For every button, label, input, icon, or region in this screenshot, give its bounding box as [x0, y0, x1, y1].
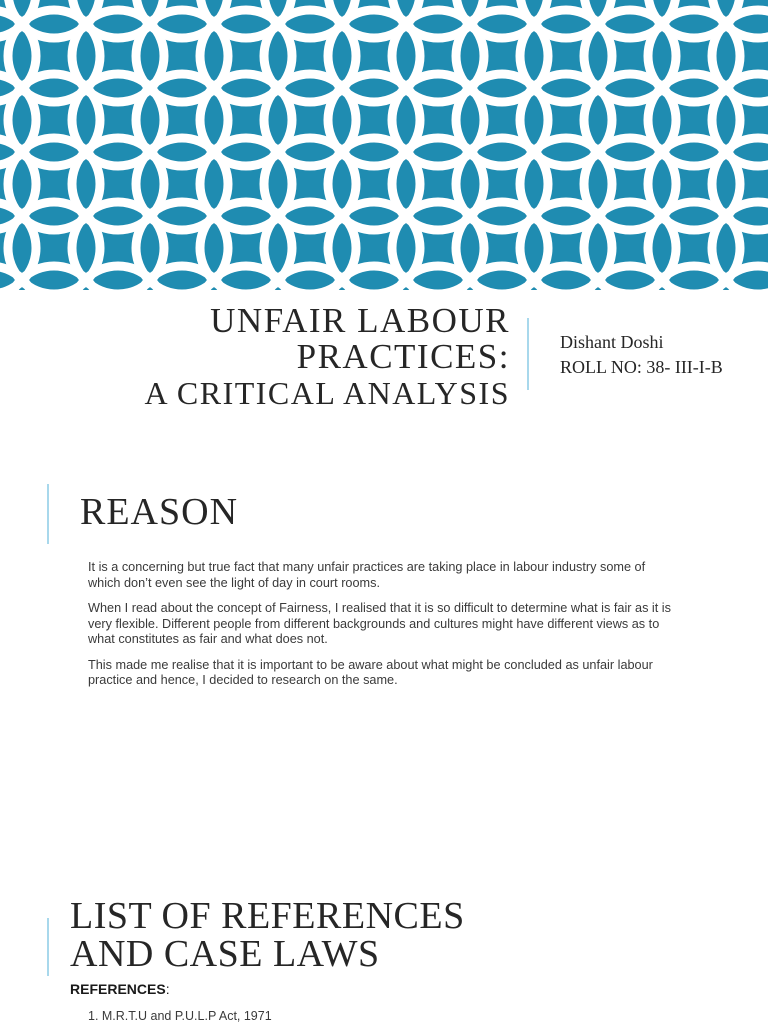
references-label [70, 981, 170, 997]
references-accent-bar [47, 918, 49, 976]
references-slide [0, 880, 768, 1024]
reason-accent-bar [47, 484, 49, 544]
title-line-1: UNFAIR LABOUR [210, 301, 510, 340]
author-info [560, 330, 723, 380]
references-heading [70, 897, 465, 973]
reason-heading: REASON [80, 491, 239, 533]
reason-paragraph-1: It is a concerning but true fact that many unfair practices are taking place in labour industry some of which don’t even see the light of day in court rooms. [88, 560, 646, 590]
interlocking-circles-pattern [0, 0, 768, 290]
reason-paragraph-3: This made me realise that it is important to be aware about what might be concluded as unfair labour practice and hence, I decided to research on the same. [88, 657, 653, 687]
title-divider-bar [527, 318, 529, 390]
reason-body [88, 560, 678, 699]
roll-number: ROLL NO: 38- III-I-B [560, 357, 723, 377]
slide-title [145, 303, 510, 411]
references-heading-line-2: AND CASE LAWS [70, 933, 380, 975]
title-slide [0, 0, 768, 460]
reference-item-1: 1. M.R.T.U and P.U.L.P Act, 1971 [88, 1009, 272, 1023]
title-line-2: PRACTICES: [296, 337, 510, 376]
references-heading-line-1: LIST OF REFERENCES [70, 895, 465, 937]
references-label-text: REFERENCES [70, 981, 166, 997]
title-line-3: A CRITICAL ANALYSIS [144, 375, 510, 411]
references-label-colon: : [165, 981, 170, 997]
reason-slide [0, 460, 768, 880]
reason-paragraph-2: When I read about the concept of Fairness, I realised that it is so difficult to determine what is fair as it is very flexible. Different people from different backgrounds and cultures might have different views as to what constitutes as fair and what does not. [88, 601, 671, 646]
author-name: Dishant Doshi [560, 332, 664, 352]
